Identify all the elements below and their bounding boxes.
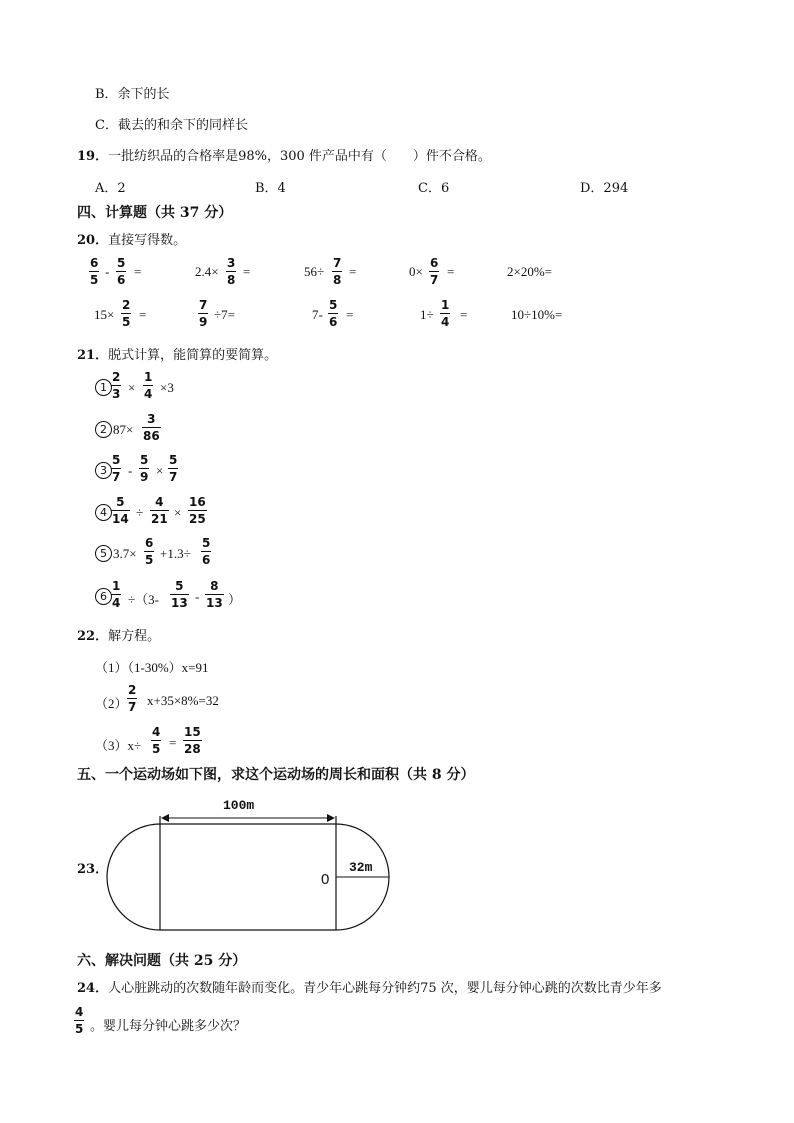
equation-label: （2） <box>95 696 128 711</box>
fraction: 2 7 <box>128 683 137 714</box>
expression-prefix: 7- <box>312 307 323 322</box>
q20-row1-item-e: 2×20%= <box>507 264 552 279</box>
equals: = <box>139 307 147 322</box>
center-label: 0 <box>321 871 330 888</box>
expression-prefix: 3.7× <box>113 546 137 561</box>
q20-row2-item-e: 10÷10%= <box>511 307 563 322</box>
expression-prefix: 87× <box>113 422 134 437</box>
expression-middle: ÷（3- <box>128 592 159 607</box>
fraction: 4 21 <box>151 495 168 526</box>
question-number: 22． <box>77 629 109 644</box>
equals: = <box>349 264 357 279</box>
operator: ÷ <box>136 505 144 520</box>
fraction: 4 5 <box>152 725 161 756</box>
circled-number: 3 <box>95 462 112 479</box>
fraction: 5 7 <box>169 453 178 484</box>
radius-label: 32m <box>349 860 373 875</box>
fraction: 3 8 <box>227 256 236 287</box>
question-text: 一批纺织品的合格率是98%，300 件产品中有（ ）件不合格。 <box>108 149 491 164</box>
question-text: 直接写得数。 <box>108 233 187 248</box>
fraction: 5 6 <box>329 298 338 329</box>
fraction: 5 14 <box>112 495 129 526</box>
expression-prefix: 2.4× <box>195 264 219 279</box>
expression-prefix: 15× <box>94 307 115 322</box>
equals: = <box>346 307 354 322</box>
q19-option-b: B．4 <box>255 181 286 196</box>
option-c-previous: C．截去的和余下的同样长 <box>95 118 248 133</box>
q19-option-c: C．6 <box>418 181 450 196</box>
fraction: 5 6 <box>117 256 126 287</box>
fraction: 6 7 <box>430 256 439 287</box>
fraction: 7 9 <box>199 298 208 329</box>
fraction: 5 13 <box>171 579 188 610</box>
operator: × <box>156 463 164 478</box>
fraction: 1 4 <box>441 298 450 329</box>
expression-suffix: ） <box>228 592 242 607</box>
operator: - <box>195 589 200 604</box>
fraction: 5 6 <box>202 536 211 567</box>
fraction: 5 7 <box>112 453 121 484</box>
expression-prefix: 1÷ <box>420 307 434 322</box>
fraction: 8 13 <box>206 579 223 610</box>
operator: - <box>105 264 110 279</box>
fraction: 2 5 <box>122 298 131 329</box>
equals: = <box>460 307 468 322</box>
fraction: 4 5 <box>75 1005 84 1036</box>
fraction: 6 5 <box>90 256 99 287</box>
circled-number: 5 <box>95 545 112 562</box>
expression-suffix: ×3 <box>160 380 174 395</box>
question-number: 19． <box>77 149 109 164</box>
question-number: 20． <box>77 233 109 248</box>
fraction: 3 86 <box>143 412 160 443</box>
fraction: 1 4 <box>112 579 121 610</box>
operator: × <box>174 505 182 520</box>
question-22 <box>77 625 160 644</box>
operator: × <box>128 380 136 395</box>
equation-label: （3）x÷ <box>95 738 142 753</box>
fraction: 6 5 <box>145 536 154 567</box>
section-6-heading: 六、解决问题（共 25 分） <box>77 953 247 969</box>
section-4-heading: 四、计算题（共 37 分） <box>77 205 233 221</box>
equation-1: （1）（1-30%）x=91 <box>95 660 209 675</box>
question-number: 21． <box>77 348 109 363</box>
equals: = <box>243 264 251 279</box>
question-number: 23． <box>77 862 109 877</box>
fraction: 1 4 <box>144 370 153 401</box>
question-24 <box>77 977 662 996</box>
equals: = <box>134 264 142 279</box>
question-number: 24． <box>77 981 109 996</box>
expression-prefix: 0× <box>409 264 423 279</box>
question-text: 人心脏跳动的次数随年龄而变化。青少年心跳每分钟约75 次，婴儿每分钟心跳的次数比青少年多 <box>108 981 662 996</box>
expression-middle: +1.3÷ <box>160 546 191 561</box>
fraction: 7 8 <box>333 256 342 287</box>
section-5-heading: 五、一个运动场如下图，求这个运动场的周长和面积（共 8 分） <box>77 767 475 783</box>
question-24-tail: 。婴儿每分钟心跳多少次？ <box>90 1019 247 1034</box>
fraction: 2 3 <box>112 370 121 401</box>
expression-suffix: ÷7= <box>214 307 235 322</box>
equals: = <box>447 264 455 279</box>
equals: = <box>169 735 177 750</box>
question-19 <box>77 145 491 164</box>
q19-option-a: A．2 <box>95 181 126 196</box>
fraction: 5 9 <box>140 453 149 484</box>
fraction: 15 28 <box>184 725 201 756</box>
equation-body: x+35×8%=32 <box>147 693 219 708</box>
circled-number: 1 <box>95 379 112 396</box>
circled-number: 4 <box>95 504 112 521</box>
question-text: 解方程。 <box>108 629 161 644</box>
option-b-previous: B．余下的长 <box>95 87 170 102</box>
expression-prefix: 56÷ <box>304 264 325 279</box>
circled-number: 6 <box>95 588 112 605</box>
question-21 <box>77 344 277 363</box>
question-text: 脱式计算，能简算的要简算。 <box>108 348 278 363</box>
operator: - <box>128 463 133 478</box>
length-label: 100m <box>223 798 255 813</box>
fraction: 16 25 <box>189 495 206 526</box>
q19-option-d: D．294 <box>580 181 629 196</box>
circled-number: 2 <box>95 421 112 438</box>
question-20 <box>77 229 186 248</box>
